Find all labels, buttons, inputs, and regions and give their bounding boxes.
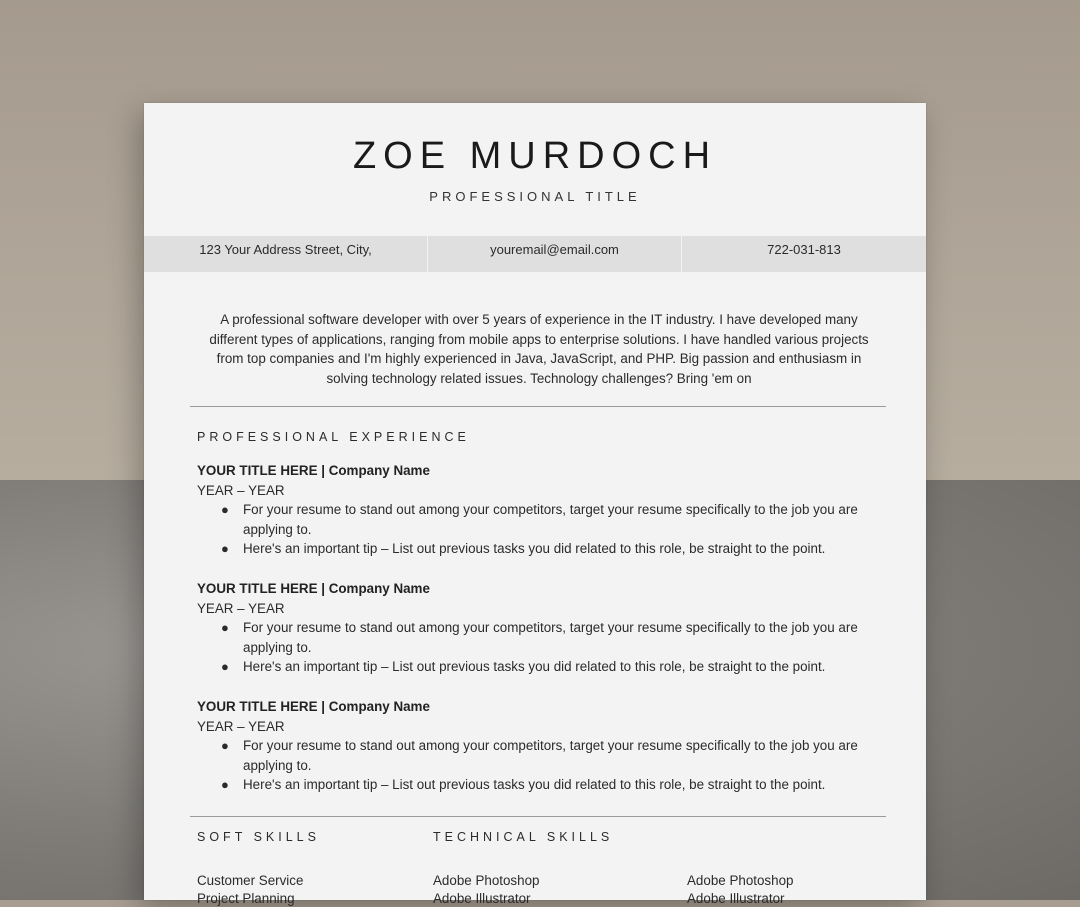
resume-name: ZOE MURDOCH (144, 135, 926, 178)
skill-item: Adobe Illustrator (687, 890, 793, 907)
job-title: YOUR TITLE HERE | Company Name (197, 579, 877, 599)
job-bullets (197, 500, 877, 559)
job-entry (197, 579, 877, 677)
soft-skills-list (197, 872, 303, 907)
resume-sheet (144, 103, 926, 900)
skill-item: Adobe Illustrator (433, 890, 539, 907)
technical-skills-list (433, 872, 539, 907)
experience-heading: PROFESSIONAL EXPERIENCE (197, 430, 470, 444)
job-bullet: ● For your resume to stand out among your competitors, target your resume specifically to the job you are applying to. (197, 736, 877, 775)
skill-item: Adobe Photoshop (687, 872, 793, 890)
job-bullet: ● For your resume to stand out among your competitors, target your resume specifically to the job you are applying to. (197, 618, 877, 657)
technical-skills-heading: TECHNICAL SKILLS (433, 830, 613, 844)
job-years: YEAR – YEAR (197, 717, 877, 737)
contact-bar (144, 236, 926, 272)
contact-email: youremail@email.com (428, 236, 682, 272)
skill-item: Adobe Photoshop (433, 872, 539, 890)
job-years: YEAR – YEAR (197, 599, 877, 619)
job-bullet: ● Here's an important tip – List out previous tasks you did related to this role, be straight to the point. (197, 775, 877, 795)
summary-paragraph: A professional software developer with over 5 years of experience in the IT industry. I have developed many different types of applications, ranging from mobile apps to enterprise solutions. I have handled various projects from top companies and I'm highly experienced in Java, JavaScript, and PHP. Big passion and enthusiasm in solving technology related issues. Technology challenges? Bring 'em on (196, 310, 882, 388)
job-bullets (197, 618, 877, 677)
skill-item: Customer Service (197, 872, 303, 890)
contact-address: 123 Your Address Street, City, (144, 236, 428, 272)
job-bullet: ● Here's an important tip – List out previous tasks you did related to this role, be straight to the point. (197, 657, 877, 677)
job-title: YOUR TITLE HERE | Company Name (197, 697, 877, 717)
technical-skills-list (687, 872, 793, 907)
section-divider (190, 406, 886, 407)
job-bullet: ● For your resume to stand out among your competitors, target your resume specifically to the job you are applying to. (197, 500, 877, 539)
job-title: YOUR TITLE HERE | Company Name (197, 461, 877, 481)
job-bullets (197, 736, 877, 795)
job-entry (197, 461, 877, 559)
skill-item: Project Planning (197, 890, 303, 907)
soft-skills-heading: SOFT SKILLS (197, 830, 320, 844)
contact-phone: 722-031-813 (682, 236, 926, 272)
job-years: YEAR – YEAR (197, 481, 877, 501)
job-entry (197, 697, 877, 795)
job-bullet: ● Here's an important tip – List out previous tasks you did related to this role, be straight to the point. (197, 539, 877, 559)
section-divider (190, 816, 886, 817)
professional-title: PROFESSIONAL TITLE (144, 189, 926, 204)
